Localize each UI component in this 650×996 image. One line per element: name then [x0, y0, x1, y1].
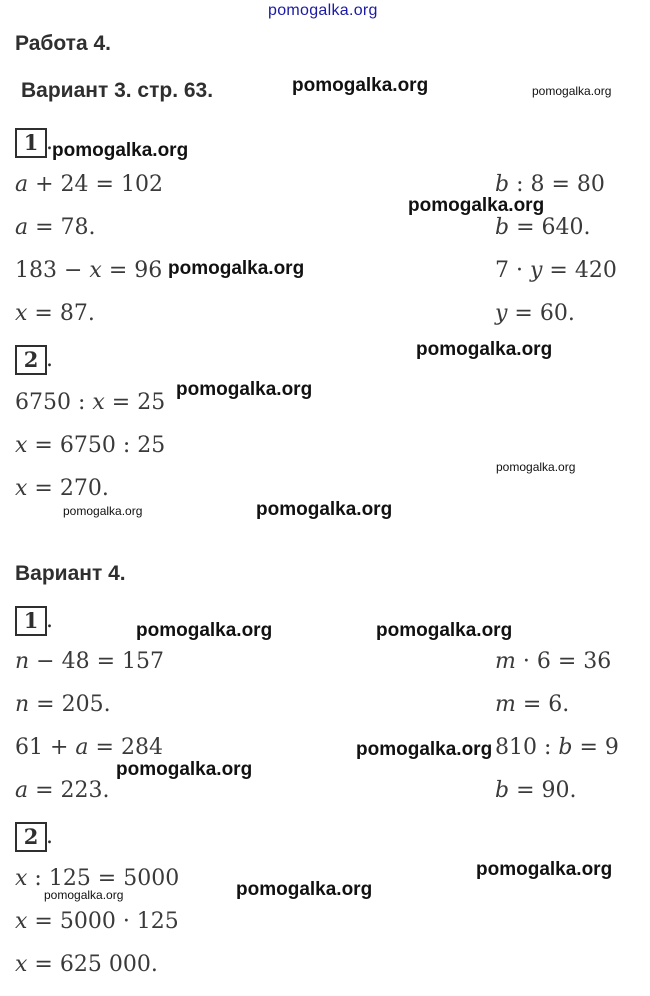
equation: m · 6 = 36 [495, 649, 612, 674]
equation: b = 640. [495, 215, 591, 240]
watermark: pomogalka.org [176, 379, 313, 400]
watermark: pomogalka.org [136, 620, 273, 641]
page-title: Работа 4. [15, 32, 111, 55]
equation: b : 8 = 80 [495, 172, 605, 197]
watermark: pomogalka.org [168, 258, 305, 279]
watermark: pomogalka.org [116, 759, 253, 780]
equation: m = 6. [495, 692, 570, 717]
watermark: pomogalka.org [376, 620, 513, 641]
variant3-heading: Вариант 3. стр. 63. [21, 79, 214, 102]
equation: x = 270. [15, 476, 109, 501]
watermark-small: pomogalka.org [63, 504, 143, 518]
task-number-dot: . [46, 608, 53, 633]
equation: n − 48 = 157 [15, 649, 164, 674]
equation: 61 + a = 284 [15, 735, 163, 760]
equation: a = 223. [15, 778, 110, 803]
equation: x = 6750 : 25 [15, 433, 166, 458]
watermark-small: pomogalka.org [44, 888, 124, 902]
watermark-small: pomogalka.org [532, 84, 612, 98]
equation: 7 · y = 420 [495, 258, 617, 283]
task-number-box: 2 [15, 822, 47, 852]
equation: x = 87. [15, 301, 95, 326]
watermark: pomogalka.org [476, 859, 613, 880]
watermark: pomogalka.org [356, 739, 493, 760]
watermark-top: pomogalka.org [268, 2, 378, 19]
equation: x = 625 000. [15, 952, 158, 977]
equation: y = 60. [495, 301, 575, 326]
watermark: pomogalka.org [292, 75, 429, 96]
task-number-dot: . [46, 347, 53, 372]
variant4-heading: Вариант 4. [15, 562, 126, 585]
watermark: pomogalka.org [416, 339, 553, 360]
watermark: pomogalka.org [408, 195, 545, 216]
equation: x = 5000 · 125 [15, 909, 179, 934]
equation: n = 205. [15, 692, 111, 717]
watermark: pomogalka.org [236, 879, 373, 900]
task-number-box: 1 [15, 128, 47, 158]
watermark: pomogalka.org [256, 499, 393, 520]
equation: a + 24 = 102 [15, 172, 163, 197]
task-number-box: 2 [15, 345, 47, 375]
equation: x : 125 = 5000 [15, 866, 180, 891]
watermark-small: pomogalka.org [496, 460, 576, 474]
equation: 810 : b = 9 [495, 735, 619, 760]
equation: 6750 : x = 25 [15, 390, 166, 415]
task-number-box: 1 [15, 606, 47, 636]
task-number-dot: . [46, 824, 53, 849]
equation: b = 90. [495, 778, 577, 803]
watermark: pomogalka.org [52, 140, 189, 161]
equation: 183 − x = 96 [15, 258, 163, 283]
equation: a = 78. [15, 215, 96, 240]
task-number-dot: . [46, 130, 53, 155]
